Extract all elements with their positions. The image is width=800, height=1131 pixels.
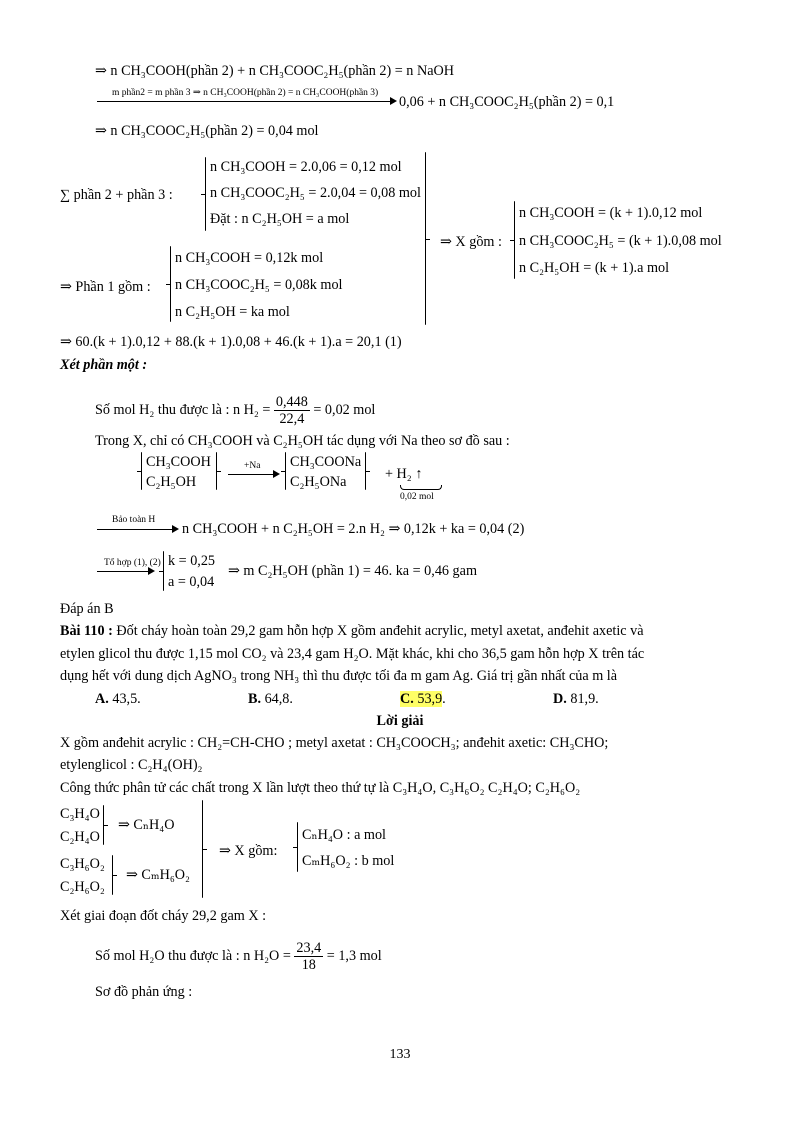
rbrace-group2 bbox=[112, 855, 113, 895]
p1-item-3: n C₂H₅OH = ka mol bbox=[175, 304, 290, 320]
group2-b: C₂H₆O₂ bbox=[60, 879, 105, 895]
arrow-1 bbox=[97, 101, 395, 102]
na-reactant-1: CH₃COOH bbox=[146, 454, 211, 470]
brace-th bbox=[163, 551, 164, 591]
na-arrow bbox=[228, 474, 278, 475]
na-reactant-2: C₂H₅OH bbox=[146, 474, 197, 490]
brace-x bbox=[514, 201, 515, 279]
group1-a: C₃H₄O bbox=[60, 806, 100, 822]
page-number: 133 bbox=[389, 1047, 411, 1062]
line-2: 0,06 + n CH₃COOC₂H₅(phần 2) = 0,1 bbox=[399, 94, 615, 110]
x-item-1: n CH₃COOH = (k + 1).0,12 mol bbox=[519, 205, 703, 221]
reaction-diagram-label: Sơ đồ phản ứng : bbox=[95, 984, 193, 1000]
x-description-1: X gồm anđehit acrylic : CH₂=CH-CHO ; metyl axetat : CH₃COOCH₃; anđehit axetic: CH₃CHO; bbox=[60, 735, 609, 751]
rbrace-big bbox=[425, 152, 426, 325]
p1-item-2: n CH₃COOC₂H₅ = 0,08k mol bbox=[175, 277, 343, 293]
sum-item-1: n CH₃COOH = 2.0,06 = 0,12 mol bbox=[210, 159, 402, 175]
th-k: k = 0,25 bbox=[168, 553, 216, 569]
equation-1: ⇒ 60.(k + 1).0,12 + 88.(k + 1).0,08 + 46.(k + 1).a = 20,1 (1) bbox=[60, 334, 402, 350]
section-xet-giai-doan: Xét giai đoạn đốt cháy 29,2 gam X : bbox=[60, 908, 267, 924]
na-arrow-label: +Na bbox=[244, 461, 261, 471]
na-h2: + H₂ ↑ bbox=[385, 466, 423, 482]
gx-item-1: CₙH₄O : a mol bbox=[302, 827, 386, 843]
na-text: Trong X, chỉ có CH₃COOH và C₂H₅OH tác dụng với Na theo sơ đồ sau : bbox=[95, 433, 510, 449]
brace-gx bbox=[297, 822, 298, 872]
underbrace-h2 bbox=[400, 485, 442, 490]
th-label: Tổ hợp (1), (2) bbox=[104, 558, 161, 568]
bt-label: Bảo toàn H bbox=[112, 515, 156, 525]
th-arrow bbox=[97, 571, 153, 572]
x-item-2: n CH₃COOC₂H₅ = (k + 1).0,08 mol bbox=[519, 233, 722, 249]
section-xet-phan-mot: Xét phần một : bbox=[60, 357, 148, 373]
th-a: a = 0,04 bbox=[168, 574, 215, 590]
sum-item-2: n CH₃COOC₂H₅ = 2.0,04 = 0,08 mol bbox=[210, 185, 421, 201]
p1-item-1: n CH₃COOH = 0,12k mol bbox=[175, 250, 324, 266]
problem-110-line-3: dụng hết với dung dịch AgNO₃ trong NH₃ thì thu được tối đa m gam Ag. Giá trị gần nhất của m là bbox=[60, 668, 618, 684]
bt-equation: n CH₃COOH + n C₂H₅OH = 2.n H₂ ⇒ 0,12k + ka = 0,04 (2) bbox=[182, 521, 525, 537]
line-1: ⇒ n CH₃COOH(phần 2) + n CH₃COOC₂H₅(phần 2) = n NaOH bbox=[95, 63, 454, 79]
answer-previous: Đáp án B bbox=[60, 601, 114, 617]
gx-item-2: CₘH₆O₂ : b mol bbox=[302, 853, 395, 869]
h2o-moles: Số mol H₂O thu được là : n H₂O = $\frac{23,4}{18}$ = 1,3 mol bbox=[95, 940, 382, 974]
group1-b: C₂H₄O bbox=[60, 829, 100, 845]
x-item-3: n C₂H₅OH = (k + 1).a mol bbox=[519, 260, 670, 276]
problem-110-line-1: Bài 110 : Đốt cháy hoàn toàn 29,2 gam hỗn hợp X gồm anđehit acrylic, metyl axetat, anđehit axetic và bbox=[60, 623, 644, 639]
rbrace-group1 bbox=[103, 805, 104, 845]
rbrace-na-reactants bbox=[216, 452, 217, 490]
group2-result: ⇒ CₘH₆O₂ bbox=[126, 867, 190, 883]
sum-item-3: Đặt : n C₂H₅OH = a mol bbox=[210, 211, 350, 227]
group2-a: C₃H₆O₂ bbox=[60, 856, 105, 872]
bt-arrow bbox=[97, 529, 177, 530]
x-description-2: etylenglicol : C₂H₄(OH)₂ bbox=[60, 757, 203, 773]
molecular-formulas: Công thức phân tử các chất trong X lần lượt theo thứ tự là C₃H₄O, C₃H₆O₂ C₂H₄O; C₂H₆O₂ bbox=[60, 780, 581, 796]
th-result: ⇒ m C₂H₅OH (phần 1) = 46. ka = 0,46 gam bbox=[228, 563, 477, 579]
problem-110-line-2: etylen glicol thu được 1,15 mol CO₂ và 23,4 gam H₂O. Mặt khác, khi cho 36,5 gam hỗn hợp X trên tác bbox=[60, 646, 645, 662]
h2-moles: Số mol H₂ thu được là : n H₂ = $\frac{0,448}{22,4}$ = 0,02 mol bbox=[95, 394, 376, 428]
brace-sum bbox=[205, 157, 206, 231]
rbrace-na-products bbox=[365, 452, 366, 490]
gx-label: ⇒ X gồm: bbox=[219, 843, 278, 859]
brace-p1 bbox=[170, 246, 171, 322]
group1-result: ⇒ CₙH₄O bbox=[118, 817, 175, 833]
sum-label: ∑ phần 2 + phần 3 : bbox=[60, 187, 173, 203]
option-c: C. 53,9. bbox=[400, 691, 446, 707]
option-b: B. 64,8. bbox=[248, 691, 293, 707]
na-h2-moles: 0,02 mol bbox=[400, 492, 434, 502]
option-a: A. 43,5. bbox=[95, 691, 141, 707]
brace-na-products bbox=[285, 452, 286, 490]
arrow-label-1: m phần2 = m phần 3 ⇒ n CH₃COOH(phần 2) = n CH₃COOH(phần 3) bbox=[112, 88, 379, 98]
solution-heading: Lời giải bbox=[376, 713, 424, 729]
x-label: ⇒ X gồm : bbox=[440, 234, 502, 250]
na-product-2: C₂H₅ONa bbox=[290, 474, 347, 490]
brace-na-reactants bbox=[141, 452, 142, 490]
na-product-1: CH₃COONa bbox=[290, 454, 362, 470]
option-d: D. 81,9. bbox=[553, 691, 599, 707]
rbrace-groups bbox=[202, 800, 203, 898]
p1-label: ⇒ Phần 1 gồm : bbox=[60, 279, 151, 295]
line-3: ⇒ n CH₃COOC₂H₅(phần 2) = 0,04 mol bbox=[95, 123, 319, 139]
